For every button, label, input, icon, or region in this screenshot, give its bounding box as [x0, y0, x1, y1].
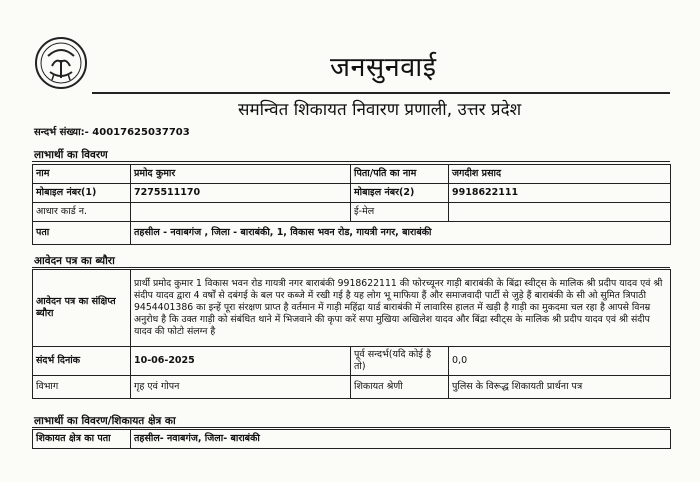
father-value: जगदीश प्रसाद: [449, 165, 671, 184]
prev-reference-label: पूर्व सन्दर्भ(यदि कोई है तो): [351, 347, 449, 376]
name-label: नाम: [33, 165, 131, 184]
application-heading: आवेदन पत्र का ब्यौरा: [34, 255, 115, 267]
complaint-address-label: शिकायत क्षेत्र का पता: [33, 430, 131, 449]
beneficiary-table: [32, 164, 671, 245]
application-table: [32, 269, 671, 399]
aadhaar-label: आधार कार्ड न.: [33, 203, 131, 222]
prev-reference-value: 0,0: [449, 347, 671, 376]
mobile2-value: 9918622111: [449, 184, 671, 203]
department-label: विभाग: [33, 376, 131, 399]
section-divider: [32, 427, 670, 428]
name-value: प्रमोद कुमार: [131, 165, 351, 184]
email-label: ई-मेल: [351, 203, 449, 222]
section-divider: [32, 267, 670, 268]
aadhaar-value: [131, 203, 351, 222]
complaint-area-heading: लाभार्थी का विवरण/शिकायत क्षेत्र का: [34, 415, 176, 427]
department-value: गृह एवं गोपन: [131, 376, 351, 399]
reference-number: सन्दर्भ संख्या:- 40017625037703: [34, 127, 190, 138]
date-label: संदर्भ दिनांक: [33, 347, 131, 376]
page-subtitle: समन्वित शिकायत निवारण प्रणाली, उत्तर प्रदेश: [238, 100, 522, 120]
address-value: तहसील - नवाबगंज , जिला - बाराबंकी, 1, विकास भवन रोड, गायत्री नगर, बाराबंकी: [131, 222, 671, 245]
summary-value: प्रार्थी प्रमोद कुमार 1 विकास भवन रोड गायत्री नगर बाराबंकी 9918622111 की फोरच्यूनर गाड़ी बाराबंकी के बिंद्रा स्वीट्स के मालिक श्री प्रदीप यादव एवं श्री संदीप यादव द्वारा 4 वर्षों से दबंगई के बल पर कब्जे में रखी गई है यह लोग भू माफिया हैं और समाजवादी पार्टी से जुड़े हैं बाराबंकी के सी ओ सुमित त्रिपाठी 9454401386 का इन्हें पूरा संरक्षण प्राप्त है वर्तमान में गाड़ी महिंद्रा यार्ड बाराबंकी में लावारिस हालत में खड़ी है गाड़ी का मुकदमा चल रहा है आपसे विनम्र अनुरोध है कि उक्त गाड़ी को संबंधित थाने में भिजवाने की कृपा करें सपा मुखिया अखिलेश यादव और बिंद्रा स्वीट्स के मालिक श्री प्रदीप यादव एवं श्री संदीप यादव की फोटो संलग्न है: [131, 270, 671, 347]
beneficiary-heading: लाभार्थी का विवरण: [34, 149, 108, 161]
title-divider: [92, 92, 670, 94]
mobile2-label: मोबाइल नंबर(2): [351, 184, 449, 203]
summary-label: आवेदन पत्र का संक्षिप्त ब्यौरा: [33, 270, 131, 347]
category-label: शिकायत श्रेणी: [351, 376, 449, 399]
section-divider: [32, 161, 670, 162]
complaint-area-table: [32, 429, 671, 449]
mobile1-value: 7275511170: [131, 184, 351, 203]
page-title: जनसुनवाई: [330, 52, 437, 83]
address-label: पता: [33, 222, 131, 245]
complaint-address-value: तहसील- नवाबगंज, जिला- बाराबंकी: [131, 430, 671, 449]
email-value: [449, 203, 671, 222]
father-label: पिता/पति का नाम: [351, 165, 449, 184]
mobile1-label: मोबाइल नंबर(1): [33, 184, 131, 203]
category-value: पुलिस के विरूद्ध शिकायती प्रार्थना पत्र: [449, 376, 671, 399]
date-value: 10-06-2025: [131, 347, 351, 376]
up-government-emblem-icon: [34, 36, 88, 90]
